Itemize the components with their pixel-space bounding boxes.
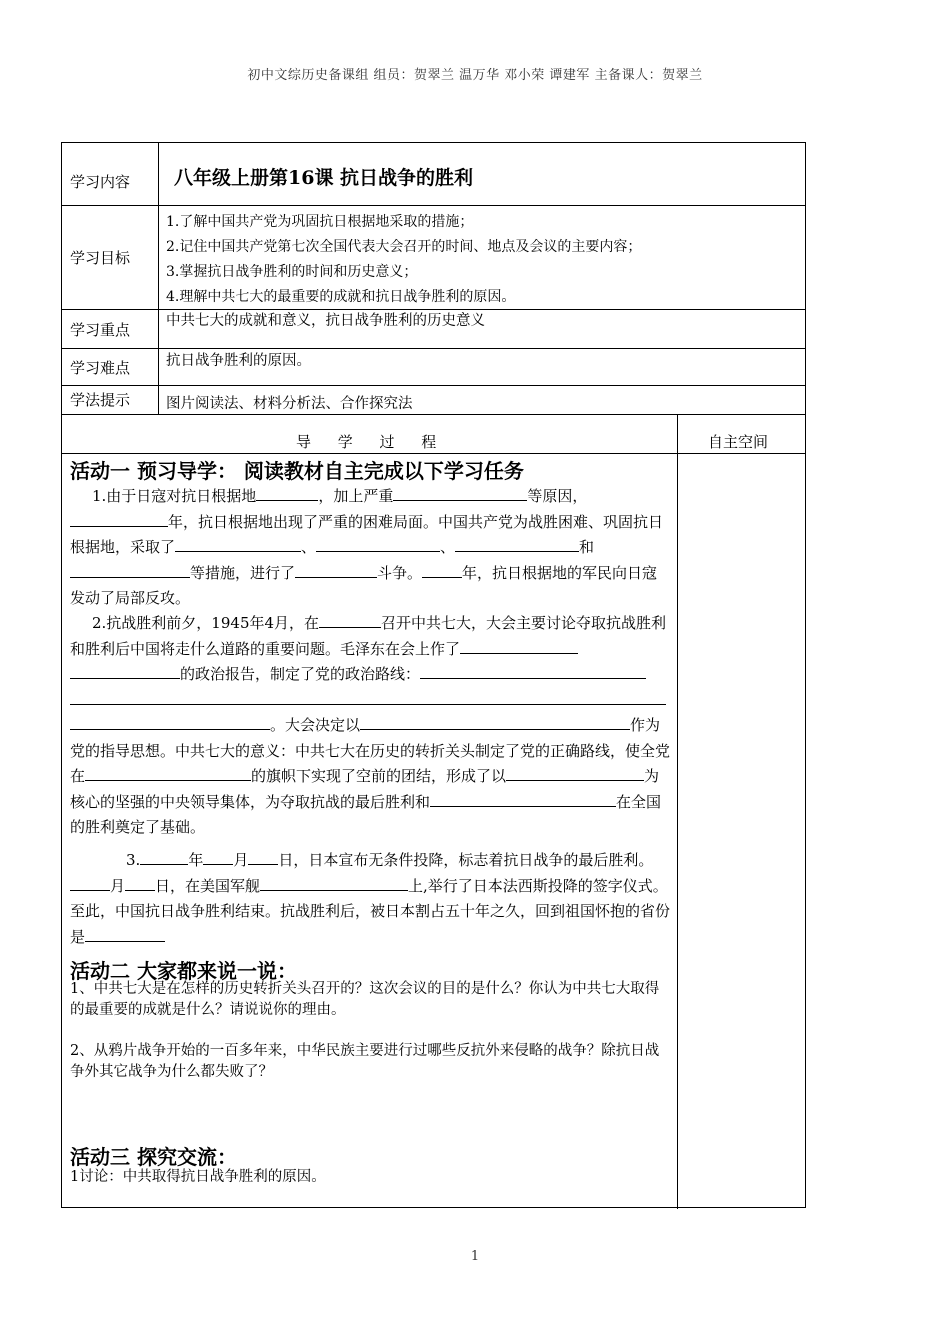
blank-field[interactable] [125, 874, 155, 891]
activity-one-paragraph-2: 2.抗战胜利前夕，1945年4月，在 召开中共七大，大会主要讨论夺取抗战胜利和胜利后中国将走什么道路的重要问题。毛泽东在会上作了的政治报告，制定了党的政治路线：。大会决定以 作为党的指导思想。中共七大的意义：中共七大在历史的转折关头制定了党的正确路线，使全党在 的旗帜下实现了空前的团结，形成了以 为核心的坚强的中央领导集体，为夺取抗战的最后胜利和 在全国的胜利奠定了基础。 [70, 611, 670, 841]
blank-field[interactable] [260, 874, 408, 891]
blank-field[interactable] [528, 790, 616, 807]
content-label: 学习内容 [70, 173, 131, 191]
row-divider [62, 453, 805, 454]
blank-field[interactable] [70, 662, 180, 679]
blank-field[interactable] [360, 713, 630, 730]
objective-item: 1.了解中国共产党为巩固抗日根据地采取的措施； [166, 214, 474, 230]
page-header: 初中文综历史备课组 组员：贺翠兰 温万华 邓小荣 谭建军 主备课人：贺翠兰 [247, 68, 703, 83]
blank-field[interactable] [316, 535, 440, 552]
process-title: 导 学 过 程 [296, 433, 439, 451]
page-number: 1 [470, 1249, 480, 1264]
difficulty-label: 学习难点 [70, 359, 131, 377]
activity-one-heading: 活动一 预习导学： 阅读教材自主完成以下学习任务 [70, 459, 524, 483]
blank-field[interactable] [460, 637, 578, 654]
blank-field[interactable] [70, 510, 168, 527]
discussion-question-1: 1、中共七大是在怎样的历史转折关头召开的？这次会议的目的是什么？你认为中共七大取得的最重要的成就是什么？请说说你的理由。 [70, 981, 660, 1018]
blank-field[interactable] [506, 764, 564, 781]
blank-field[interactable] [70, 874, 110, 891]
difficulty-text: 抗日战争胜利的原因。 [166, 353, 311, 369]
objective-item: 2.记住中国共产党第七次全国代表大会召开的时间、地点及会议的主要内容； [166, 239, 642, 255]
method-text: 图片阅读法、材料分析法、合作探究法 [166, 396, 413, 412]
blank-field[interactable] [455, 535, 579, 552]
blank-field[interactable] [295, 561, 377, 578]
blank-field[interactable] [85, 925, 165, 942]
blank-field[interactable] [420, 662, 646, 679]
row-divider [62, 385, 805, 386]
activity-two-heading: 活动二 大家都来说一说： [70, 959, 297, 983]
blank-field[interactable] [256, 484, 318, 501]
blank-field[interactable] [248, 848, 278, 865]
row-divider [62, 414, 805, 415]
blank-field[interactable] [564, 764, 644, 781]
exploration-question-1: 1讨论：中共取得抗日战争胜利的原因。 [70, 1169, 326, 1185]
blank-field[interactable] [422, 561, 462, 578]
discussion-question-2: 2、从鸦片战争开始的一百多年来，中华民族主要进行过哪些反抗外来侵略的战争？除抗日战争外其它战争为什么都失败了？ [70, 1043, 660, 1080]
objectives-label: 学习目标 [70, 249, 131, 267]
objective-item: 4.理解中共七大的最重要的成就和抗日战争胜利的原因。 [166, 289, 516, 305]
blank-field[interactable] [319, 611, 381, 628]
key-points-text: 中共七大的成就和意义，抗日战争胜利的历史意义 [166, 313, 485, 329]
activity-one-paragraph-3: 3. 年 月 日，日本宣布无条件投降，标志着抗日战争的最后胜利。月 日，在美国军舰 上,举行了日本法西斯投降的签字仪式。至此，中国抗日战争胜利结束。抗战胜利后，被日本割占五十年之久，回到祖国怀抱的省份是 [70, 848, 670, 950]
blank-field[interactable] [430, 790, 528, 807]
column-divider [677, 414, 678, 1209]
lesson-plan-table [61, 142, 806, 1208]
blank-field[interactable] [70, 713, 270, 730]
blank-field[interactable] [70, 688, 666, 705]
blank-field[interactable] [175, 535, 301, 552]
row-divider [62, 205, 805, 206]
blank-field[interactable] [85, 764, 251, 781]
activity-one-paragraph-1: 1.由于日寇对抗日根据地 ，加上严重 等原因，年，抗日根据地出现了严重的困难局面。中国共产党为战胜困难、巩固抗日根据地，采取了 、 、 和等措施，进行了 斗争。 年，抗日根据地的军民向日寇发动了局部反攻。 [70, 484, 670, 612]
objective-item: 3.掌握抗日战争胜利的时间和历史意义； [166, 264, 418, 280]
blank-field[interactable] [70, 561, 190, 578]
blank-field[interactable] [140, 848, 188, 865]
activity-three-heading: 活动三 探究交流： [70, 1145, 237, 1169]
key-points-label: 学习重点 [70, 321, 131, 339]
blank-field[interactable] [203, 848, 233, 865]
method-label: 学法提示 [70, 391, 131, 409]
column-divider [158, 143, 159, 414]
blank-field[interactable] [393, 484, 527, 501]
self-space-title: 自主空间 [708, 433, 769, 451]
lesson-title: 八年级上册第16课 抗日战争的胜利 [174, 167, 474, 189]
